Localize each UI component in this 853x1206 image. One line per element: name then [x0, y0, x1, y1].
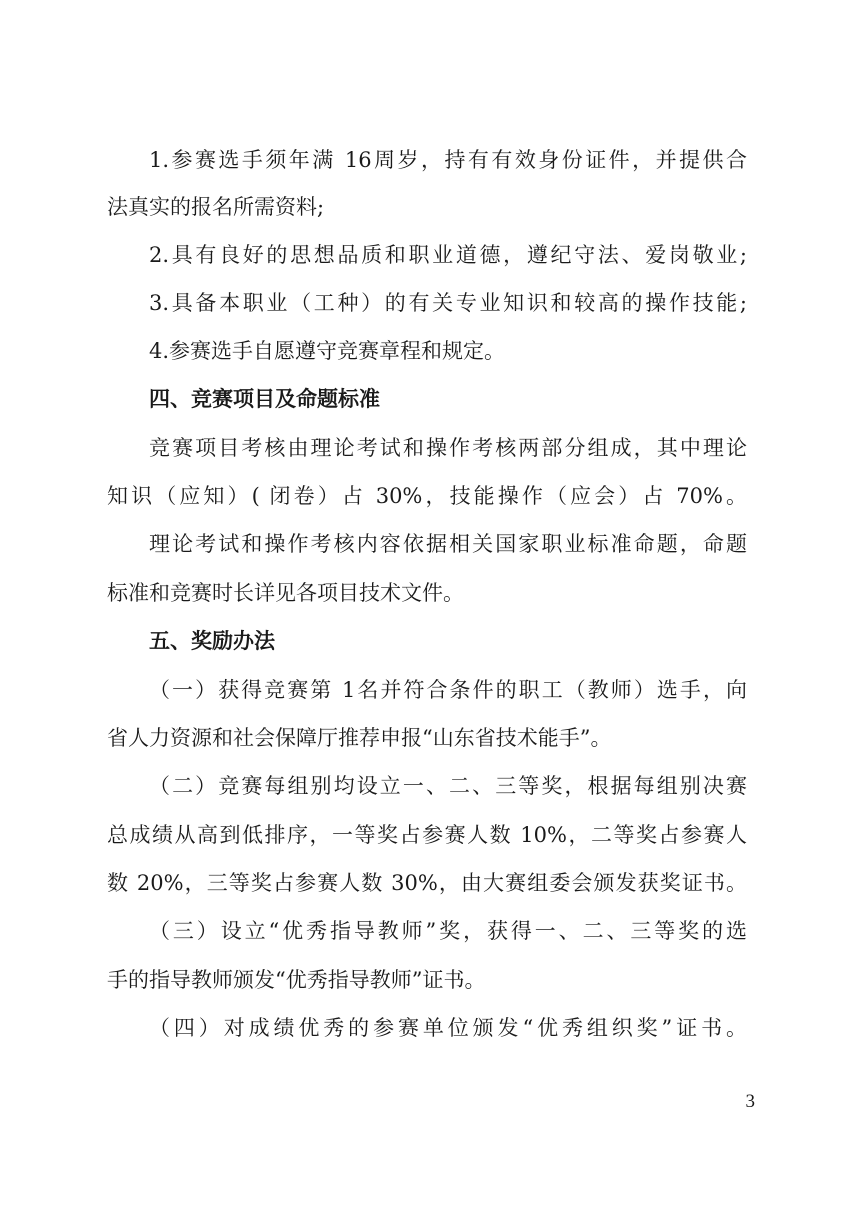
requirement-4: 4.参赛选手自愿遵守竞赛章程和规定。 — [149, 339, 506, 363]
page-number: 3 — [745, 1091, 755, 1112]
requirement-1-line-1: 1.参赛选手须年满 16周岁，持有有效身份证件，并提供合 — [149, 148, 747, 172]
reward-2-line-1: （二）竞赛每组别均设立一、二、三等奖，根据每组别决赛 — [149, 774, 747, 798]
section-4-para-2-line-2: 标准和竞赛时长详见各项目技术文件。 — [107, 581, 464, 605]
section-4-para-2-line-1: 理论考试和操作考核内容依据相关国家职业标准命题，命题 — [149, 532, 747, 556]
requirement-1-line-2: 法真实的报名所需资料; — [107, 195, 325, 219]
section-4-para-1-line-1: 竞赛项目考核由理论考试和操作考核两部分组成，其中理论 — [149, 436, 747, 460]
section-5-heading: 五、奖励办法 — [149, 629, 275, 653]
requirement-3: 3.具备本职业（工种）的有关专业知识和较高的操作技能; — [149, 291, 747, 315]
requirement-2: 2.具有良好的思想品质和职业道德，遵纪守法、爱岗敬业; — [149, 243, 747, 267]
reward-1-line-1: （一）获得竞赛第 1名并符合条件的职工（教师）选手，向 — [149, 678, 747, 702]
reward-2-line-3: 数 20%，三等奖占参赛人数 30%，由大赛组委会颁发获奖证书。 — [107, 871, 747, 895]
reward-3-line-2: 手的指导教师颁发“优秀指导教师”证书。 — [107, 968, 486, 992]
reward-4: （四）对成绩优秀的参赛单位颁发“优秀组织奖”证书。 — [149, 1016, 747, 1040]
section-4-heading: 四、竞赛项目及命题标准 — [149, 387, 380, 411]
section-4-para-1-line-2: 知识（应知）( 闭卷）占 30%，技能操作（应会）占 70%。 — [107, 484, 747, 508]
reward-2-line-2: 总成绩从高到低排序，一等奖占参赛人数 10%，二等奖占参赛人 — [107, 823, 747, 847]
reward-3-line-1: （三）设立“优秀指导教师”奖，获得一、二、三等奖的选 — [149, 919, 747, 943]
reward-1-line-2: 省人力资源和社会保障厅推荐申报“山东省技术能手”。 — [107, 726, 612, 750]
